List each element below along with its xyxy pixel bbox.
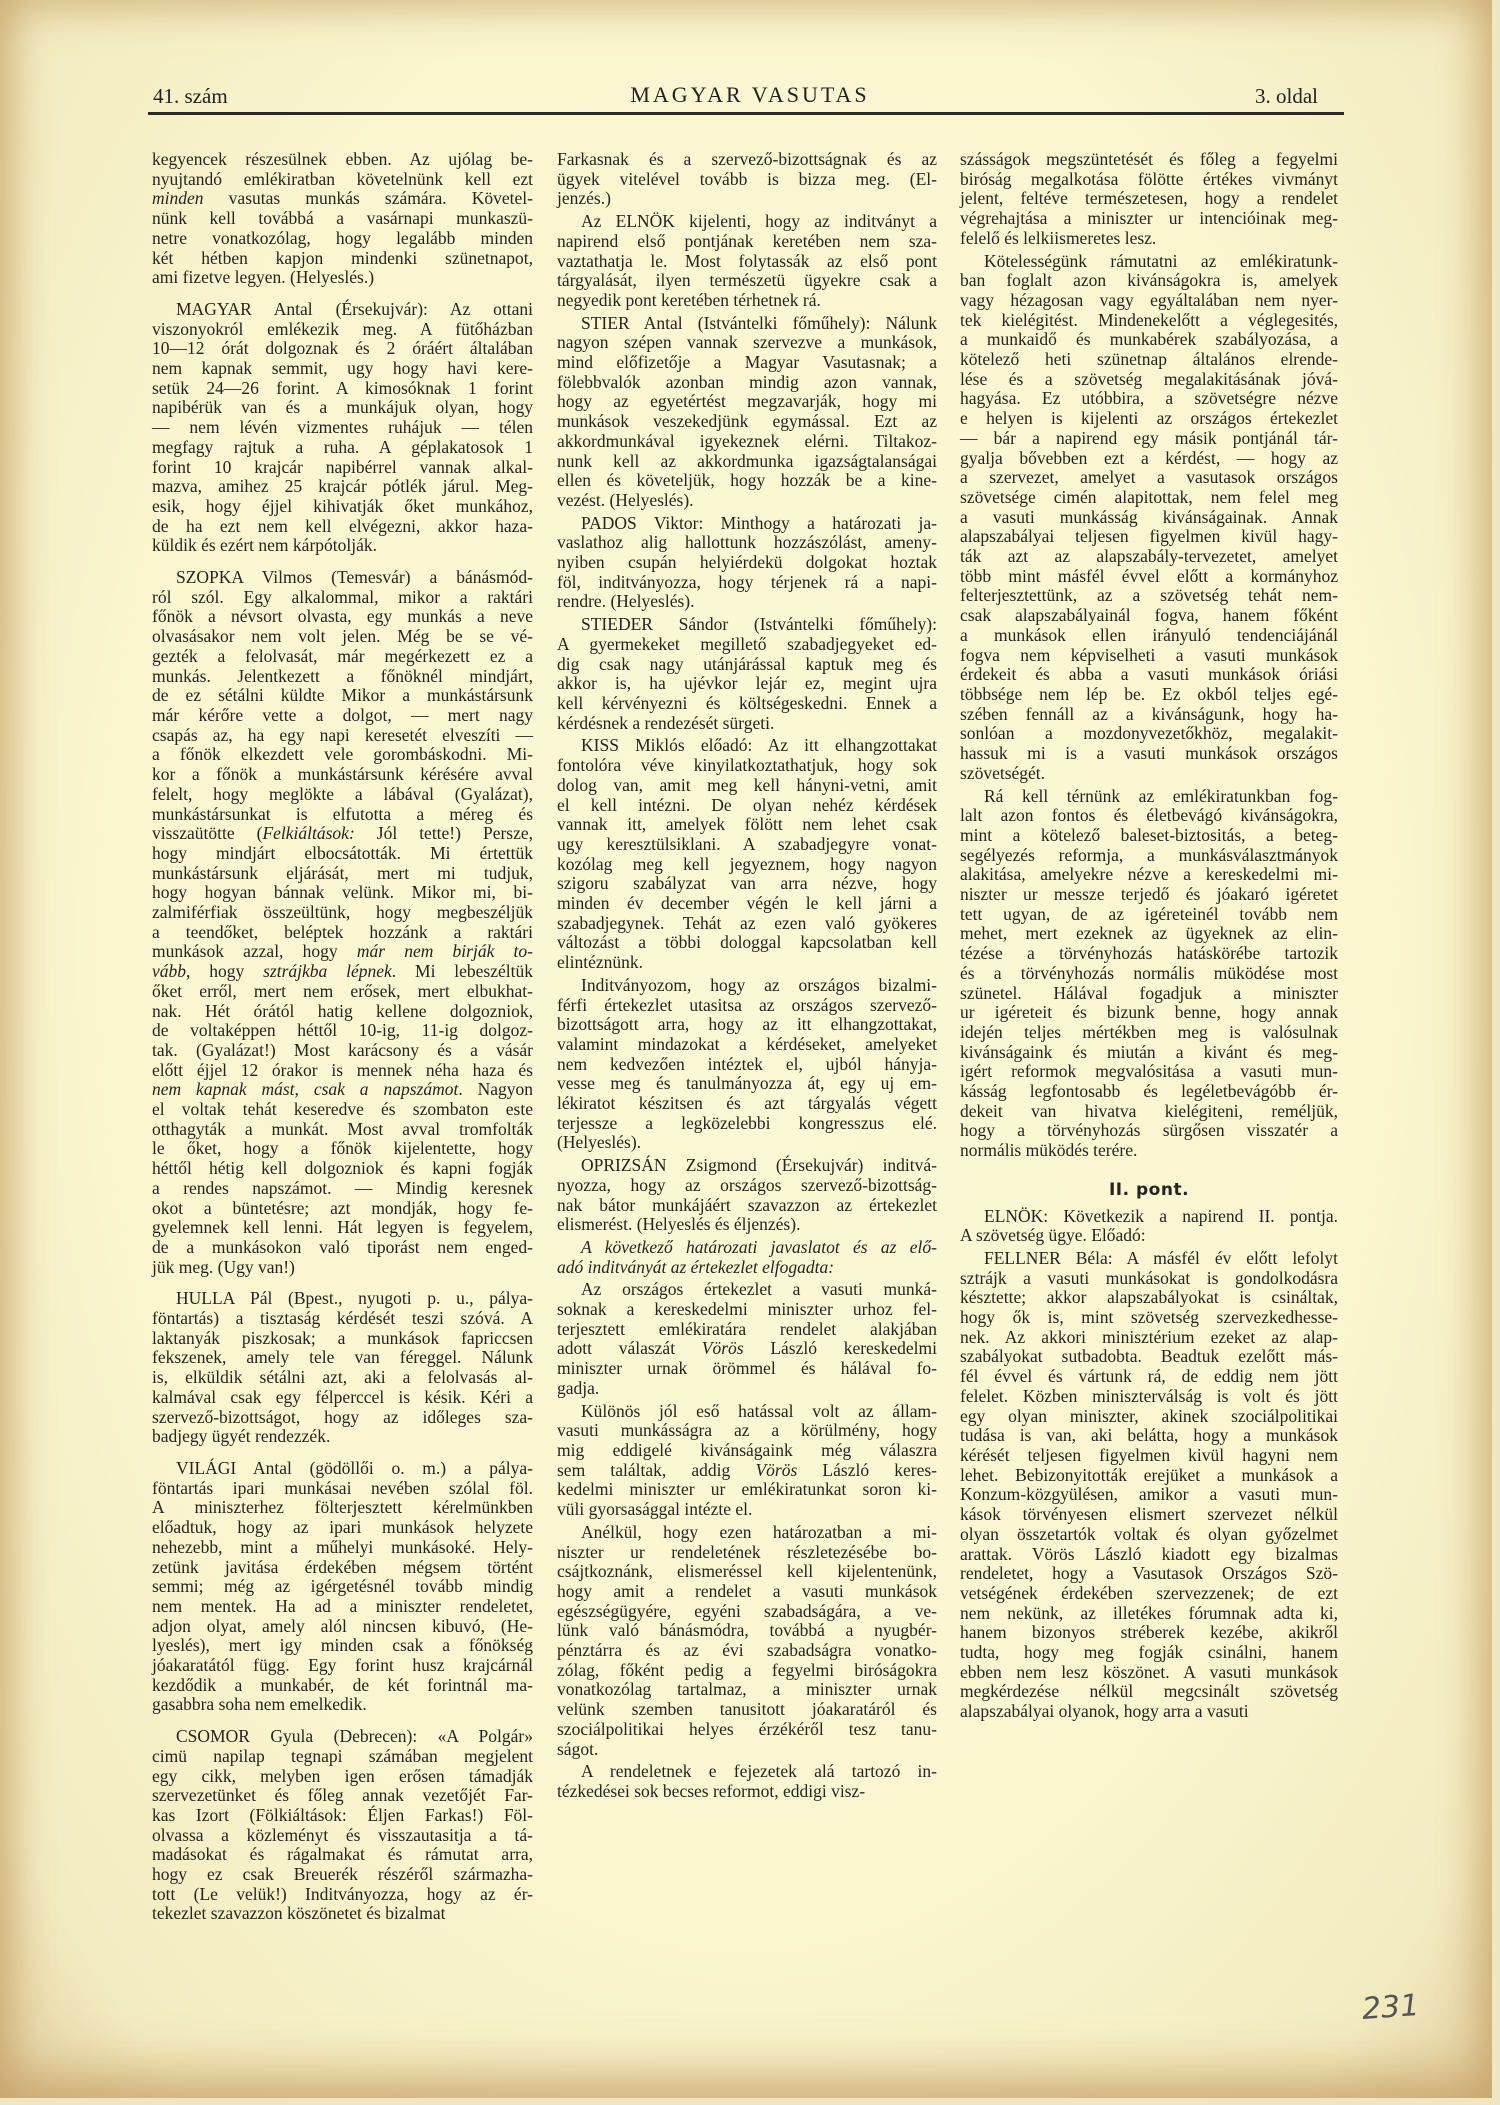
- text-line: [152, 824, 533, 844]
- text-line: késztette; akkor alapszabályokat is csináltak,: [960, 1287, 1338, 1308]
- text-line: KISS Miklós előadó: Az itt elhangzottakat: [581, 735, 937, 756]
- text-line: VILÁGI Antal (gödöllői o. m.) a pálya-: [176, 1458, 533, 1478]
- text-line: szigoru szabályzat van arra nézve, hogy: [557, 873, 937, 894]
- text-line: viszonyokról emlékezik meg. A fütőházban: [152, 318, 533, 339]
- text-line: fekszenek, amely tele van féreggel. Nálunk: [152, 1347, 533, 1368]
- text-line: szövetsége cimén alapitottak, nem felel meg: [960, 486, 1338, 507]
- text-line: jük meg. (Ugy van!): [152, 1256, 295, 1277]
- text-line: gasabbra soha nem emelkedik.: [152, 1694, 367, 1715]
- text-line: szövetségét.: [960, 762, 1046, 783]
- text-line: hogy mindjárt elbocsátották. Mi értettük: [152, 842, 533, 863]
- italic-text: Vörös: [755, 1459, 798, 1480]
- text-line: el kell intézni. De olyan nehéz kérdések: [557, 794, 937, 815]
- issue-number: 41. szám: [153, 84, 228, 108]
- text-line: nem kapnak semmit, ugy hogy havi kere-: [152, 358, 533, 379]
- italic-text: Felkiáltások:: [262, 823, 355, 844]
- text: László kereskedelmi: [743, 1338, 937, 1359]
- text-line: kor a főnök a munkástársunk kérésére avval: [152, 764, 533, 785]
- paragraph: [557, 514, 937, 613]
- text-line: elismerést. (Helyeslés és éljenzés).: [557, 1214, 801, 1235]
- text-line: csak alapszabályainál fogva, hanem főként: [960, 605, 1338, 626]
- text-line: [152, 942, 533, 962]
- text-line: kegyencek részesülnek ebben. Az ujólag be-: [152, 149, 533, 169]
- text-line: ban foglalt azon kivánságokra is, amelyek: [960, 270, 1338, 291]
- text-line: sonlóan a mozdonyvezetőkhöz, megalakit-: [960, 723, 1338, 744]
- text-line: CSOMOR Gyula (Debrecen): «A Polgár»: [176, 1726, 533, 1747]
- text-line: netre vonatkozólag, hogy legalább minden: [152, 227, 533, 248]
- text-line: terjesztett emlékiratára rendelet alakjában: [557, 1318, 937, 1339]
- text-line: 10—12 órát dolgoznak és 2 óráért általában: [152, 338, 533, 359]
- text-line: kezdődik a munkabér, de két forintnál ma-: [152, 1674, 533, 1695]
- text-line: vannak itt, amelyek fölött nem lehet csak: [557, 814, 937, 835]
- text-line: MAGYAR Antal (Érsekujvár): Az ottani: [176, 298, 533, 319]
- page-number: 3. oldal: [1255, 84, 1318, 108]
- text-line: hogy ez csak Breuerék részéről származha-: [152, 1864, 533, 1885]
- text-line: ellen és követeljük, hogy hozzák be a kine-: [557, 470, 937, 491]
- text-line: a munkások ellen irányuló tendenciájánál: [960, 624, 1338, 645]
- column-3: [960, 150, 1338, 1722]
- text-line: kedelmi miniszter ur emlékiratunkat soron ki-: [557, 1479, 937, 1500]
- text-line: egészségügyére, egyéni szabadságára, a ve-: [557, 1600, 937, 1621]
- text-line: arattak. Vörös László kiadott egy bizalmas: [960, 1543, 1338, 1564]
- paragraph: [557, 1402, 937, 1520]
- paragraph: [960, 1249, 1338, 1722]
- text-line: terjessze a legközelebbi kongresszus elé.: [557, 1112, 937, 1133]
- text-line: vaztathatja le. Most folytassák az első pont: [557, 250, 937, 271]
- text-line: dolog van, amit meg kell hányni-vetni, amit: [557, 774, 937, 795]
- text-line: is, elküldik sétálni azt, aki a felolvasás al-: [152, 1367, 533, 1388]
- text-line: kötelező heti szünetnap általános elrende-: [960, 349, 1338, 370]
- text-line: lése és a szövetség megalakitásának jóvá-: [960, 368, 1338, 389]
- text-line: lyeslés), mert igy minden csak a főnökség: [152, 1635, 533, 1656]
- text-line: föntartás) a tisztaság kérdését teszi szóvá. A: [152, 1308, 533, 1329]
- text-line: megfagy rajtuk a ruha. A géplakatosok 1: [152, 436, 533, 457]
- text-line: tekezlet szavazzon köszönetet és bizalmat: [152, 1903, 446, 1924]
- text-line: jelent, feltéve természetesen, hogy a rendelet: [960, 188, 1338, 209]
- text-line: ugy keresztülsiklani. A szabadjegyre vonat-: [557, 833, 937, 854]
- text-line: tek kielégitést. Mindenekelőtt a véglegesités,: [960, 309, 1338, 330]
- text-line: elintéznünk.: [557, 952, 644, 973]
- text-line: hogy ők is, mint szövetség szervezkedhesse-: [960, 1307, 1338, 1328]
- text-line: hogy amit a rendelet a vasuti munkások: [557, 1580, 937, 1601]
- text-line: akkordmunkával igyekeznek elérni. Tiltakoz-: [557, 430, 937, 451]
- text-line: a vasuti munkásság kivánságainak. Annak: [960, 506, 1338, 527]
- text-line: tudása is van, aki belátta, hogy a munkások: [960, 1425, 1338, 1446]
- text-line: szabályokat sutbadobta. Beadtuk ezelőtt más-: [960, 1346, 1338, 1367]
- text-line: munkás. Jelentkezett a főnöknél mindjárt,: [152, 665, 533, 686]
- text-line: tudta, hogy meg fogják csinálni, hanem: [960, 1642, 1338, 1663]
- text-line: rendeletet, hogy a Vasutasok Országos Szö-: [960, 1563, 1338, 1584]
- text-line: igért reformok megvalósitása a vasuti mun-: [960, 1061, 1338, 1082]
- text-line: idején teljes mértékben meg is valósulnak: [960, 1021, 1338, 1042]
- text: munkások azzal, hogy: [152, 941, 357, 962]
- text-line: de ez sétálni küldte Mikor a munkástársunk: [152, 685, 533, 706]
- paragraph: [152, 1727, 533, 1924]
- text-line: kalmával csak egy félperccel is késik. Kéri a: [152, 1386, 533, 1407]
- text-line: előtt éjjel 12 órakor is mennek néha haza és: [152, 1059, 533, 1080]
- text-line: ur igéreteit és bizunk benne, hogy annak: [960, 1002, 1338, 1023]
- text-line: nyiben csupán helyiérdekü dolgokat hoztak: [557, 552, 937, 573]
- text-line: szervezetünket és főleg annak vezetőjét Far-: [152, 1785, 533, 1806]
- text-line: alapszabályai olyanok, hogy arra a vasuti: [960, 1701, 1249, 1722]
- text-line: nyujtandó emlékiratban követelnünk kell ezt: [152, 168, 533, 189]
- text-line: HULLA Pál (Bpest., nyugoti p. u., pálya-: [176, 1288, 533, 1309]
- column-2: [557, 150, 937, 1802]
- text-line: FELLNER Béla: A másfél év előtt lefolyt: [984, 1247, 1338, 1268]
- text-line: nünk kell továbbá a vasárnapi munkaszü-: [152, 208, 533, 229]
- text-line: a munkaidő és munkabérek szabályozása, a: [960, 329, 1338, 350]
- text-line: pénztárra és az évi szabadságra vonatko-: [557, 1640, 937, 1661]
- section-heading: II. pont.: [1108, 1179, 1190, 1200]
- text-line: mind előfizetője a Magyar Vasutasnak; a: [557, 352, 937, 373]
- text-line: nagyon szépen vannak szervezve a munkások,: [557, 332, 937, 353]
- text: Jól tette!) Persze,: [354, 823, 534, 844]
- text-line: és a törvényhozás normális müködése most: [960, 962, 1338, 983]
- text-line: munkások veszekedjünk egymással. Ezt az: [557, 411, 937, 432]
- text-line: sztrájk a vasuti munkásokat is gondolkodásra: [960, 1267, 1338, 1288]
- text-line: a főnök elkezdett vele gorombáskodni. Mi-: [152, 744, 533, 765]
- text-line: normális müködés terére.: [960, 1140, 1138, 1161]
- text-line: akkor is, ha ujévkor lejár ez, megint ujra: [557, 673, 937, 694]
- text-line: cimü napilap tegnapi számában megjelent: [152, 1745, 533, 1766]
- text-line: Anélkül, hogy ezen határozatban a mi-: [581, 1521, 937, 1542]
- text-line: vetségének érdekében szervezzenek; de ezt: [960, 1582, 1338, 1603]
- text-line: munkástársunkat is elfutotta a méreg és: [152, 803, 533, 824]
- text-line: érdekeit és abba a vasuti munkások óriási: [960, 664, 1338, 685]
- text-line: hassuk mi is a vasuti munkások országos: [960, 743, 1338, 764]
- text-line: bizottságott arra, hogy az itt elhangzottakat,: [557, 1014, 937, 1035]
- paragraph: [960, 787, 1338, 1161]
- text-line: szében fennáll az a kivánságunk, hogy ha-: [960, 703, 1338, 724]
- paragraph: [152, 1289, 533, 1447]
- text-line: setük 24—26 forint. A kimosóknak 1 forint: [152, 377, 533, 398]
- text-line: kozólag meg kell jegyeznem, hogy nagyon: [557, 853, 937, 874]
- text-line: lünk való bánásmódra, továbbá a nyugbér-: [557, 1620, 937, 1641]
- text-line: de voltaképpen héttől 10-ig, 11-ig dolgoz-: [152, 1020, 533, 1041]
- text-line: dig csak nagy utánjárással kaptuk meg és: [557, 653, 937, 674]
- text-line: A miniszterhez fölterjesztett kérelmünkben: [152, 1497, 533, 1518]
- text-line: felelet. Közben miniszterválság is volt és jött: [960, 1385, 1338, 1406]
- text-line: [557, 1339, 937, 1359]
- text-line: mig eddigelé kivánságaink még válaszra: [557, 1440, 937, 1460]
- text-line: le őket, hogy a főnök kijelentette, hogy: [152, 1138, 533, 1159]
- text-line: [557, 1461, 937, 1481]
- text-line: semmi; még az igérgetésnél tovább mindig: [152, 1576, 533, 1597]
- text-line: A gyermekeket megillető szabadjegyeket ed-: [557, 633, 937, 654]
- text-line: e helyen is kijelenti az országos értekezlet: [960, 408, 1338, 429]
- column-1: [152, 150, 533, 1924]
- text-line: zalmiférfiak összeültünk, hogy megbeszéljük: [152, 902, 533, 923]
- text-line: tak. (Gyalázat!) Most karácsony és a vásár: [152, 1039, 533, 1060]
- text-line: változást a többi dologgal kapcsolatban kell: [557, 932, 937, 953]
- text-line: mazva, amihez 25 krajcár pótlék járul. Meg-: [152, 476, 533, 497]
- text-line: madásokat és rágalmakat és rámutat arra,: [152, 1844, 533, 1865]
- text-line: vezést. (Helyeslés).: [557, 489, 694, 510]
- paragraph: [152, 300, 533, 556]
- text-line: tett ugyan, de az igéreteinél tovább nem: [960, 903, 1338, 924]
- text-line: Rá kell térnünk az emlékiratunkban fog-: [984, 785, 1338, 806]
- text-line: föl, inditványozza, hogy térjenek rá a napi-: [557, 571, 937, 592]
- text-line: kérését teljesen figyelmen kivül hagyni nem: [960, 1445, 1338, 1465]
- text-line: hogy a törvényhozás sürgősen visszatér a: [960, 1120, 1338, 1141]
- text-line: de a munkásokon való tiporást nem enged-: [152, 1236, 533, 1257]
- text: visszaütötte (: [152, 823, 263, 844]
- text-line: nem kedvezően intéztek el, ujból hányja-: [557, 1053, 937, 1074]
- text-line: a szervezet, amelyet a vasutasok országos: [960, 467, 1338, 488]
- text-line: többsége nem lép be. Ez okból teljes egé-: [960, 683, 1338, 704]
- text-line: STIER Antal (Istvántelki főműhely): Nálunk: [581, 312, 937, 333]
- text-line: [152, 962, 533, 982]
- paragraph: [960, 252, 1338, 784]
- paragraph: [152, 568, 533, 1277]
- text-line: előadtuk, hogy az ipari munkások helyzete: [152, 1517, 533, 1538]
- masthead-title: MAGYAR VASUTAS: [630, 82, 870, 107]
- text-line: csájtkoznánk, elismeréssel kell kijelentenünk,: [557, 1561, 937, 1582]
- text-line: A rendeletnek e fejezetek alá tartozó in-: [581, 1761, 937, 1782]
- text-line: ról szól. Egy alkalommal, mikor a raktári: [152, 586, 533, 607]
- paragraph: [557, 736, 937, 972]
- text-line: szociálpolitikai helyes érzékéről tesz tanu-: [557, 1718, 937, 1739]
- text-line: tézése a törvényhozás hatáskörébe tartozik: [960, 943, 1338, 964]
- text-line: olvassa a közleményt és visszautasitja a tá-: [152, 1824, 533, 1845]
- text-line: nak. Hét órától hatig kellene dolgozniok,: [152, 1000, 533, 1021]
- text-line: adjon olyat, amely alól nincsen kibuvó, (He-: [152, 1615, 533, 1636]
- text-line: felelő és lelkiismeretes lesz.: [960, 227, 1157, 248]
- text-line: ságot.: [557, 1738, 599, 1759]
- text-line: Kötelességünk rámutatni az emlékiratunk-: [984, 250, 1338, 271]
- paragraph: [557, 615, 937, 733]
- text-line: héttől hétig kell dolgozniok és kapni fogják: [152, 1158, 533, 1179]
- text-line: gyelemnek kell lenni. Hát legyen is fegyelem,: [152, 1217, 533, 1238]
- text-line: nehezebb, mint a műhelyi munkásoké. Hely-: [152, 1536, 533, 1557]
- italic-text: vább: [152, 961, 187, 982]
- text-line: vonatkozólag tartalmaz, a miniszter urnak: [557, 1679, 937, 1700]
- text-line: szervező-bizottságot, hogy az időleges sza-: [152, 1406, 533, 1427]
- text-line: SZOPKA Vilmos (Temesvár) a bánásmód-: [176, 567, 533, 588]
- text-line: Konzum-közgyülésen, amikor a vasuti mun-: [960, 1484, 1338, 1505]
- text-line: gezték a felolvasát, már megérkezett ez a: [152, 645, 533, 666]
- text-line: valamint mindazokat a kérdéseket, amelyeket: [557, 1033, 937, 1054]
- text-line: mint a kötelező baleset-biztositás, a beteg-: [960, 824, 1338, 845]
- text-line: Az ELNÖK kijelenti, hogy az inditványt a: [581, 211, 937, 232]
- text-line: kások törvényesen elismert szervezet nélkül: [960, 1504, 1338, 1525]
- text-line: A következő határozati javaslatot és az elő-: [581, 1236, 937, 1257]
- text-line: soknak a kereskedelmi miniszter urhoz fel-: [557, 1299, 937, 1320]
- text-line: kivánságaink és miután a kivánt és meg-: [960, 1041, 1338, 1062]
- text-line: el voltak tehát keseredve és szombaton este: [152, 1099, 533, 1120]
- text-line: hogy hogyan bánnak velünk. Mikor mi, bi-: [152, 882, 533, 903]
- text-line: ták azt az alapszabály-tervezetet, amelyet: [960, 546, 1338, 567]
- text-line: de ha ezt nem kell elvégezni, akkor haza-: [152, 515, 533, 536]
- text-line: dekeit van hivatva kielégiteni, reméljük,: [960, 1100, 1338, 1121]
- text-line: vasuti munkásságra az a körülmény, hogy: [557, 1420, 937, 1441]
- text-line: tárgyalását, ilyen természetü ügyekre csak a: [557, 270, 937, 291]
- text-line: PADOS Viktor: Minthogy a határozati ja-: [581, 512, 937, 533]
- paragraph: [960, 150, 1338, 249]
- text-line: lékiratot készitsen és azt tárgyalás végett: [557, 1093, 937, 1114]
- text-line: biróság megalkotása fölötte értékes vivmányt: [960, 168, 1338, 189]
- italic-text: Vörös: [701, 1338, 744, 1359]
- text-line: ami fizetve legyen. (Helyeslés.): [152, 267, 375, 288]
- italic-text: már nem birják to-: [356, 941, 533, 962]
- text-line: ELNÖK: Következik a napirend II. pontja.: [984, 1205, 1338, 1226]
- paragraph: [557, 1280, 937, 1398]
- text-line: őket erről, mert nem erősek, mert elbukhat-: [152, 980, 533, 1001]
- text-line: mehet, mert ezeknek az ügyeknek az elin-: [960, 923, 1338, 944]
- text-line: ügyek vitelével tovább is bizza meg. (El-: [557, 168, 937, 189]
- paragraph: [557, 1762, 937, 1801]
- text-line: vagy hézagosan vagy egyáltalában nem nyer-: [960, 289, 1338, 310]
- text-line: velünk szemben tanusitott jóakaratáról és: [557, 1699, 937, 1720]
- text-line: férfi értekezlet utasitsa az országos szervező-: [557, 994, 937, 1015]
- text-line: (Helyeslés).: [557, 1132, 642, 1153]
- paragraph: [557, 212, 937, 311]
- text-line: niszter ur messze terjedő és jóakaró igéretet: [960, 884, 1338, 905]
- text-line: okot a büntetésre; azt mondják, hogy fe-: [152, 1197, 533, 1218]
- paragraph: [557, 1156, 937, 1235]
- text-line: fölebbvalók azonban mindig azon vannak,: [557, 371, 937, 392]
- text-line: — bár a napirend egy másik pontjánál tár-: [960, 427, 1338, 448]
- text-line: nem nekünk, az illetékes fórumnak adta ki,: [960, 1602, 1338, 1623]
- text-line: a rendes napszámot. — Mindig keresnek: [152, 1177, 533, 1198]
- italic-text: sztrájkba lépnek: [263, 961, 392, 982]
- text-line: megkérdezése nélkül megcsinált szövetség: [960, 1681, 1338, 1702]
- text-line: fogva nem képviselheti a vasuti munkások: [960, 644, 1338, 665]
- text-line: több mint másfél évvel előtt a kormányhoz: [960, 565, 1338, 586]
- paragraph: [557, 314, 937, 511]
- italic-text: minden: [152, 188, 204, 209]
- text-line: tézkedései sok becses reformot, eddigi visz-: [557, 1780, 866, 1801]
- text-line: lehet. Bebizonyitották erejüket a munkások a: [960, 1464, 1338, 1485]
- text-line: esik, hogy éjjel kihivatják őket munkához,: [152, 495, 533, 516]
- text-line: alapszabályai teljesen figyelmen kivül hagy-: [960, 526, 1338, 547]
- text-line: nek. Az akkori minisztérium ezeket az alap-: [960, 1326, 1338, 1347]
- text-line: lalt azon fontos és életbevágó kivánságokra,: [960, 805, 1338, 826]
- text-line: segélyezés reformja, a munkásválasztmányok: [960, 844, 1338, 865]
- text-line: rendre. (Helyeslés).: [557, 591, 695, 612]
- text-line: egy olyan miniszter, akinek szociálpolitikai: [960, 1405, 1338, 1426]
- text-line: minden év december végén le kell járni a: [557, 893, 937, 914]
- text-line: Különös jól eső hatással volt az állam-: [581, 1400, 937, 1421]
- text-line: olyan összetartók voltak és olyan győzelmet: [960, 1523, 1338, 1544]
- paragraph: [960, 1207, 1338, 1246]
- paragraph: [557, 150, 937, 209]
- text-line: Farkasnak és a szervező-bizottságnak és az: [557, 149, 937, 169]
- text-line: otthagyták a munkát. Most avval tromfolták: [152, 1118, 533, 1139]
- text-line: niszter ur rendeletének részletezésébe bo-: [557, 1541, 937, 1562]
- text: . Mi lebeszéltük: [391, 961, 534, 982]
- text-line: vüli gyorsasággal intézte el.: [557, 1499, 753, 1520]
- text-line: kell kérvényezni és költségeskedni. Ennek a: [557, 692, 937, 713]
- text-line: nem mentek. Ha ad a miniszter rendeletet,: [152, 1595, 533, 1616]
- text-line: napibérük van és a munkájuk olyan, hogy: [152, 397, 533, 418]
- text-line: gyalja bővebben ezt a kérdést, — hogy az: [960, 447, 1338, 468]
- text-line: fél évvel és vártunk rá, de eddig nem jött: [960, 1366, 1338, 1387]
- paragraph: [152, 1459, 533, 1715]
- paragraph: [557, 1238, 937, 1277]
- text-line: fontolóra véve kinyilatkoztathatjuk, hogy sok: [557, 755, 937, 776]
- text-line: nyozza, hogy az országos szervező-bizottság-: [557, 1174, 937, 1195]
- text-line: hanem bizonyos stréberek kezébe, akikről: [960, 1622, 1338, 1643]
- text-line: negyedik pont keretében térhetnek rá.: [557, 289, 821, 310]
- text-line: zólag, főként pedig a fegyelmi biróságokra: [557, 1659, 937, 1680]
- text-line: — nem lévén vizmentes ruhájuk — télen: [152, 417, 533, 438]
- text-line: nak bátor munkájáért szavazzon az értekezlet: [557, 1194, 937, 1215]
- text-line: olvasásakor nem volt jelen. Még be se vé-: [152, 626, 533, 647]
- text-line: ebben nem lesz köszönet. A vasuti munkások: [960, 1661, 1338, 1682]
- header-rule: [148, 112, 1344, 115]
- text-line: forint 10 krajcár napibérrel vannak alkal-: [152, 456, 533, 477]
- text-line: felterjesztettünk, az a szövetség tehát nem-: [960, 585, 1338, 606]
- text-line: Inditványozom, hogy az országos bizalmi-: [581, 974, 937, 995]
- text-line: adó inditványát az értekezlet elfogadta:: [557, 1256, 835, 1277]
- text-line: kásság legfontosabb és legéletbevágóbb ér-: [960, 1081, 1338, 1102]
- text-line: napirend első pontjának keretében nem sza-: [557, 230, 937, 251]
- text-line: Az országos értekezlet a vasuti munká-: [581, 1279, 937, 1300]
- text: adott válaszát: [557, 1338, 702, 1359]
- paragraph: [557, 1523, 937, 1759]
- text-line: laktanyák piszkosak; a munkások fapriccsen: [152, 1327, 533, 1348]
- text-line: szabadjegynek. Tehát az ezen való gyökeres: [557, 912, 937, 933]
- text: László keres-: [797, 1459, 937, 1480]
- text-line: csapás az, ha egy napi keresetét elveszíti —: [152, 724, 533, 745]
- paragraph: [557, 976, 937, 1153]
- text-line: föntartás ipari munkásai nevében szólal föl.: [152, 1477, 533, 1498]
- text-line: STIEDER Sándor (Istvántelki főműhely):: [581, 614, 937, 635]
- text-line: [152, 189, 533, 209]
- text-line: badjegy ügyét rendezzék.: [152, 1426, 331, 1447]
- text: vasutas munkás számára. Követel-: [203, 188, 533, 209]
- text-line: tott (Le velük!) Inditványozza, hogy az ér-: [152, 1883, 533, 1904]
- text: . Nagyon: [458, 1079, 534, 1100]
- text-line: miniszter urnak örömmel és hálával fo-: [557, 1358, 937, 1379]
- text-line: vaslathoz alig hallottunk hozzászólást, ameny-: [557, 532, 937, 553]
- text-line: végrehajtása a miniszter ur intencióinak meg-: [960, 208, 1338, 229]
- text-line: [152, 1080, 533, 1100]
- text-line: nunk kell az akkordmunka igazságtalanságai: [557, 450, 937, 471]
- text-line: felelt, hogy meglökte a lábával (Gyalázat),: [152, 783, 533, 804]
- text-line: kas Izort (Fölkiáltások: Éljen Farkas!) Föl-: [152, 1804, 533, 1825]
- text-line: hagyása. Ez utóbbira, a szövetségre nézve: [960, 388, 1338, 409]
- text-line: OPRIZSÁN Zsigmond (Érsekujvár) inditvá-: [581, 1155, 937, 1176]
- text-line: szünetel. Hálával fogadjuk a miniszter: [960, 982, 1338, 1003]
- text-line: kérdésnek a rendezését sürgeti.: [557, 712, 775, 733]
- text-line: munkástársunk eljárását, mert mi tudjuk,: [152, 862, 533, 883]
- text-line: alakitása, amelyekre nézve a kereskedelmi mi-: [960, 864, 1338, 885]
- text-line: szásságok megszüntetését és főleg a fegyelmi: [960, 149, 1338, 169]
- text-line: egy cikk, melyben igen erősen támadják: [152, 1765, 533, 1786]
- text: , hogy: [186, 961, 264, 982]
- handwritten-page-number: 231: [1360, 1988, 1421, 2027]
- text-line: jóakaratától függ. Egy forint husz krajcárnál: [152, 1655, 533, 1676]
- text-line: a teendőket, beléptek hozzánk a raktári: [152, 921, 533, 942]
- text-line: vesse meg és tanulmányozza át, egy uj em-: [557, 1073, 937, 1094]
- text-line: A szövetség ügye. Előadó:: [960, 1225, 1146, 1246]
- text-line: küldik és ezért nem kárpótolják.: [152, 535, 377, 556]
- text-line: két hétben kapjon mindenki szünetnapot,: [152, 247, 533, 268]
- text: sem találtak, addig: [557, 1459, 756, 1480]
- text-line: már kérőre vette a dolgot, — mert nagy: [152, 704, 533, 725]
- text-line: hogy az egyetértést megzavarják, hogy mi: [557, 391, 937, 412]
- text-line: zetünk javitása érdekében mégsem történt: [152, 1556, 533, 1577]
- paragraph: [152, 150, 533, 288]
- text-line: jenzés.): [557, 188, 611, 209]
- text-line: gadja.: [557, 1377, 600, 1398]
- text-line: főnök a névsort olvasta, egy munkás a neve: [152, 606, 533, 627]
- italic-text: nem kapnak mást, csak a napszámot: [152, 1079, 459, 1100]
